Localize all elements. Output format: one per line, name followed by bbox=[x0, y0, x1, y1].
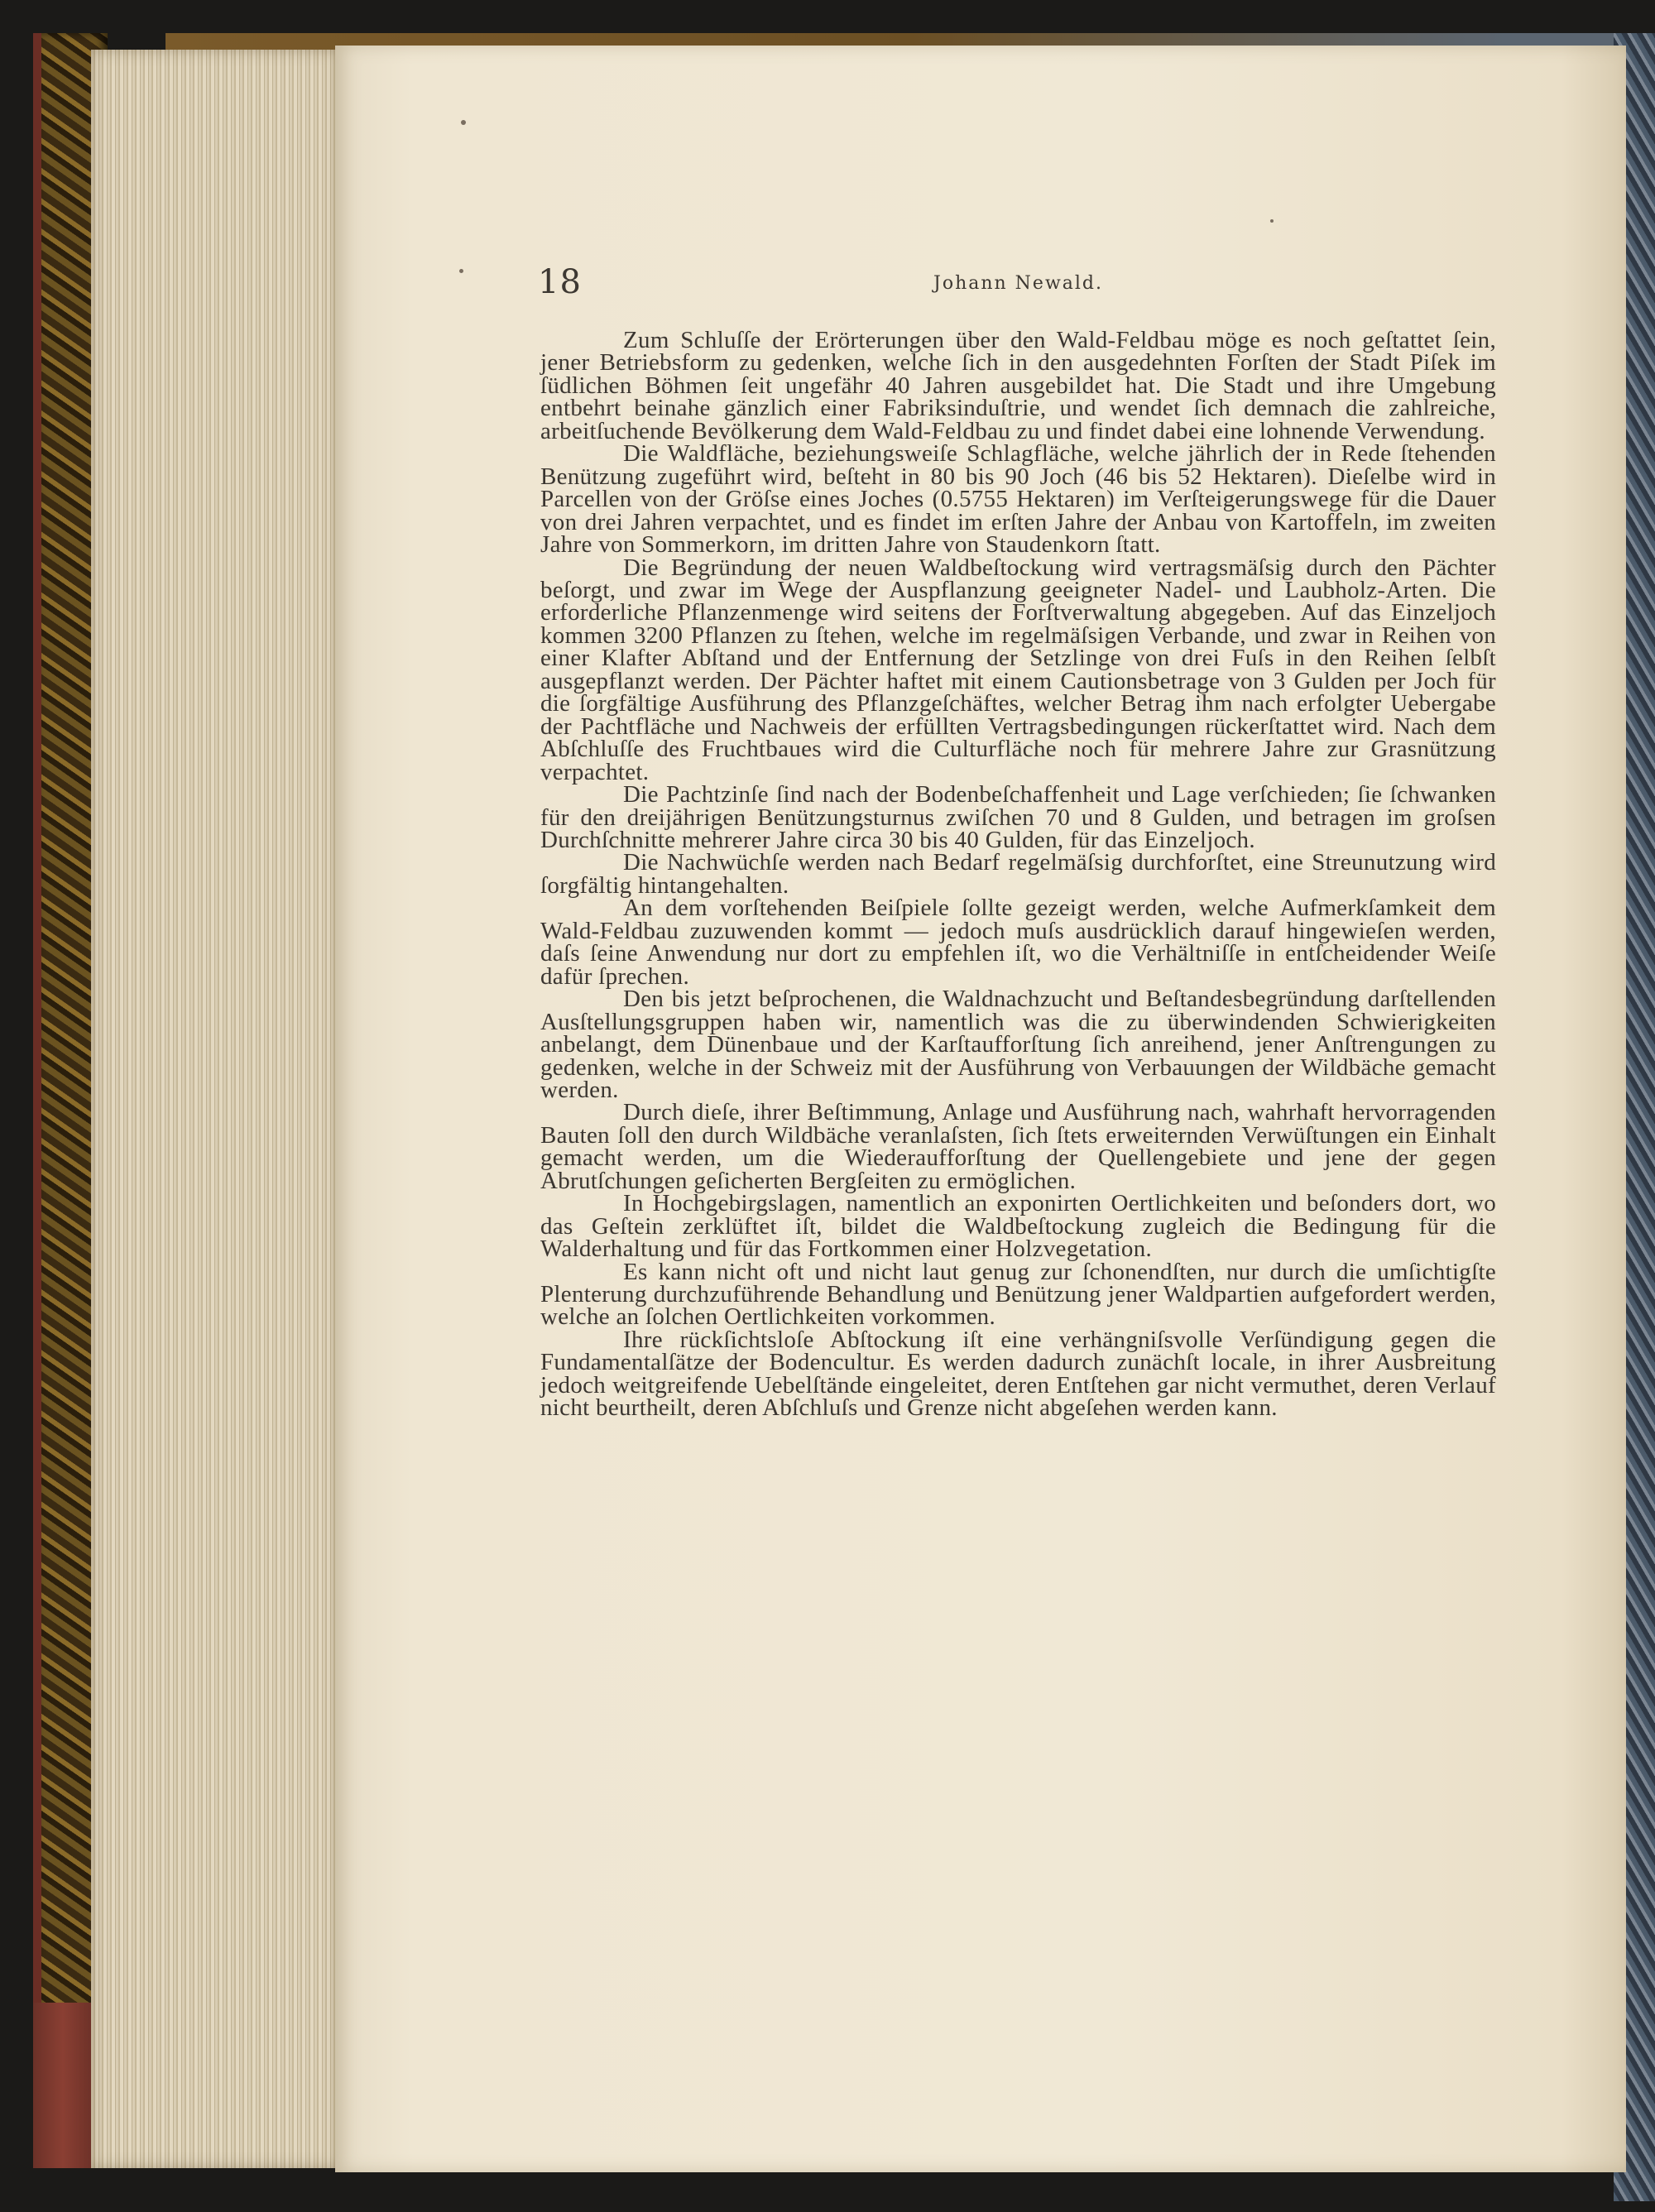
paragraph: Den bis jetzt beſprochenen, die Waldnachzucht und Beſtandesbegründung darſtellenden Ausſtellungsgruppen haben wir, namentlich was die zu überwindenden Schwierigkeiten anbelangt, dem Dünenbaue und der Karſtaufforſtung ſich anreihend, jener Anſtrengungen zu gedenken, welche in der Schweiz mit der Ausführung von Verbauungen der Wildbäche gemacht werden. bbox=[540, 986, 1496, 1103]
paragraph: Die Nachwüchſe werden nach Bedarf regelmäſsig durchforſtet, eine Streunutzung wird ſorgfältig hintangehalten. bbox=[540, 849, 1496, 899]
page-number: 18 bbox=[538, 263, 582, 301]
paragraph: Durch dieſe, ihrer Beſtimmung, Anlage und Ausführung nach, wahrhaft hervorragenden Bauten ſoll den durch Wildbäche veranlaſsten, ſich ſtets erweiternden Verwüſtungen ein Einhalt gemacht werden, um die Wiederaufforſtung der Quellengebiete und jene der gegen Abrutſchungen geſicherten Bergſeiten zu ermöglichen. bbox=[540, 1099, 1496, 1194]
paragraph: An dem vorſtehenden Beiſpiele ſollte gezeigt werden, welche Aufmerkſamkeit dem Wald-Feldbau zuzuwenden kommt — jedoch muſs ausdrücklich darauf hingewieſen werden, daſs ſeine Anwendung nur dort zu empfehlen iſt, wo die Verhältniſſe in entſcheidender Weiſe dafür ſprechen. bbox=[540, 895, 1496, 990]
page-block-edges bbox=[91, 50, 339, 2168]
paragraph: Ihre rückſichtsloſe Abſtockung iſt eine verhängniſsvolle Verſündigung gegen die Fundamentalſätze der Bodencultur. Es werden dadurch zunächſt locale, in ihrer Ausbreitung jedoch weitgreifende Uebelſtände eingeleitet, deren Entſtehen gar nicht vermuthet, deren Verlauf nicht beurtheilt, deren Abſchluſs und Grenze nicht abgeſehen werden kann. bbox=[540, 1326, 1496, 1422]
paragraph: Die Begründung der neuen Waldbeſtockung wird vertragsmäſsig durch den Pächter beſorgt, und zwar im Wege der Auspflanzung geeigneter Nadel- und Laubholz-Arten. Die erforderliche Pflanzenmenge wird seitens der Forſtverwaltung abgegeben. Auf das Einzeljoch kommen 3200 Pflanzen zu ſtehen, welche im regelmäſsigen Verbande, und zwar in Reihen von einer Klafter Abſtand und der Entfernung der Setzlinge von drei Fuſs in den Reihen ſelbſt ausgepflanzt werden. Der Pächter haftet mit einem Cautionsbetrage von 3 Gulden per Joch für die ſorgfältige Ausführung des Pflanzgeſchäftes, welcher Betrag ihm nach erfolgter Uebergabe der Pachtfläche und Nachweis der erfüllten Vertragsbedingungen rückerſtattet wird. Nach dem Abſchluſſe des Fruchtbaues wird die Culturfläche noch für mehrere Jahre zur Grasnützung verpachtet. bbox=[540, 554, 1496, 785]
paragraph: Es kann nicht oft und nicht laut genug zur ſchonendſten, nur durch die umſichtigſte Plenterung durchzuführende Behandlung und Benützung jener Waldpartien aufgefordert werden, welche an ſolchen Oertlichkeiten vorkommen. bbox=[540, 1258, 1496, 1331]
body-text bbox=[540, 329, 1496, 1420]
running-head: Johann Newald. bbox=[933, 273, 1104, 294]
paragraph: Zum Schluſſe der Erörterungen über den Wald-Feldbau möge es noch geſtattet ſein, jener Betriebsform zu gedenken, welche ſich in den ausgedehnten Forſten der Stadt Piſek im ſüdlichen Böhmen ſeit ungefähr 40 Jahren ausgebildet hat. Die Stadt und ihre Umgebung entbehrt beinahe gänzlich einer Fabriksinduſtrie, und wendet ſich demnach die zahlreiche, arbeitſuchende Bevölkerung dem Wald-Feldbau zu und findet dabei eine lohnende Verwendung. bbox=[540, 327, 1496, 444]
paragraph: Die Pachtzinſe ſind nach der Bodenbeſchaffenheit und Lage verſchieden; ſie ſchwanken für den dreijährigen Benützungsturnus zwiſchen 70 und 8 Gulden, und betragen im groſsen Durchſchnitte mehrerer Jahre circa 30 bis 40 Gulden, für das Einzeljoch. bbox=[540, 781, 1496, 853]
paragraph: Die Waldfläche, beziehungsweiſe Schlagfläche, welche jährlich der in Rede ſtehenden Benützung zugeführt wird, beſteht in 80 bis 90 Joch (46 bis 52 Hektaren). Dieſelbe wird in Parcellen von der Gröſse eines Joches (0.5755 Hektaren) im Verſteigerungswege für die Dauer von drei Jahren verpachtet, und es findet im erſten Jahre der Anbau von Kartoffeln, im zweiten Jahre von Sommerkorn, im dritten Jahre von Staudenkorn ſtatt. bbox=[540, 440, 1496, 559]
paper-speck bbox=[1270, 219, 1274, 223]
paper-speck bbox=[461, 120, 466, 125]
paragraph: In Hochgebirgslagen, namentlich an exponirten Oertlichkeiten und beſonders dort, wo das Geſtein zerklüftet iſt, bildet die Waldbeſtockung zugleich die Bedingung für die Walderhaltung und für das Fortkommen einer Holzvegetation. bbox=[540, 1190, 1496, 1263]
paper-speck bbox=[459, 269, 463, 273]
